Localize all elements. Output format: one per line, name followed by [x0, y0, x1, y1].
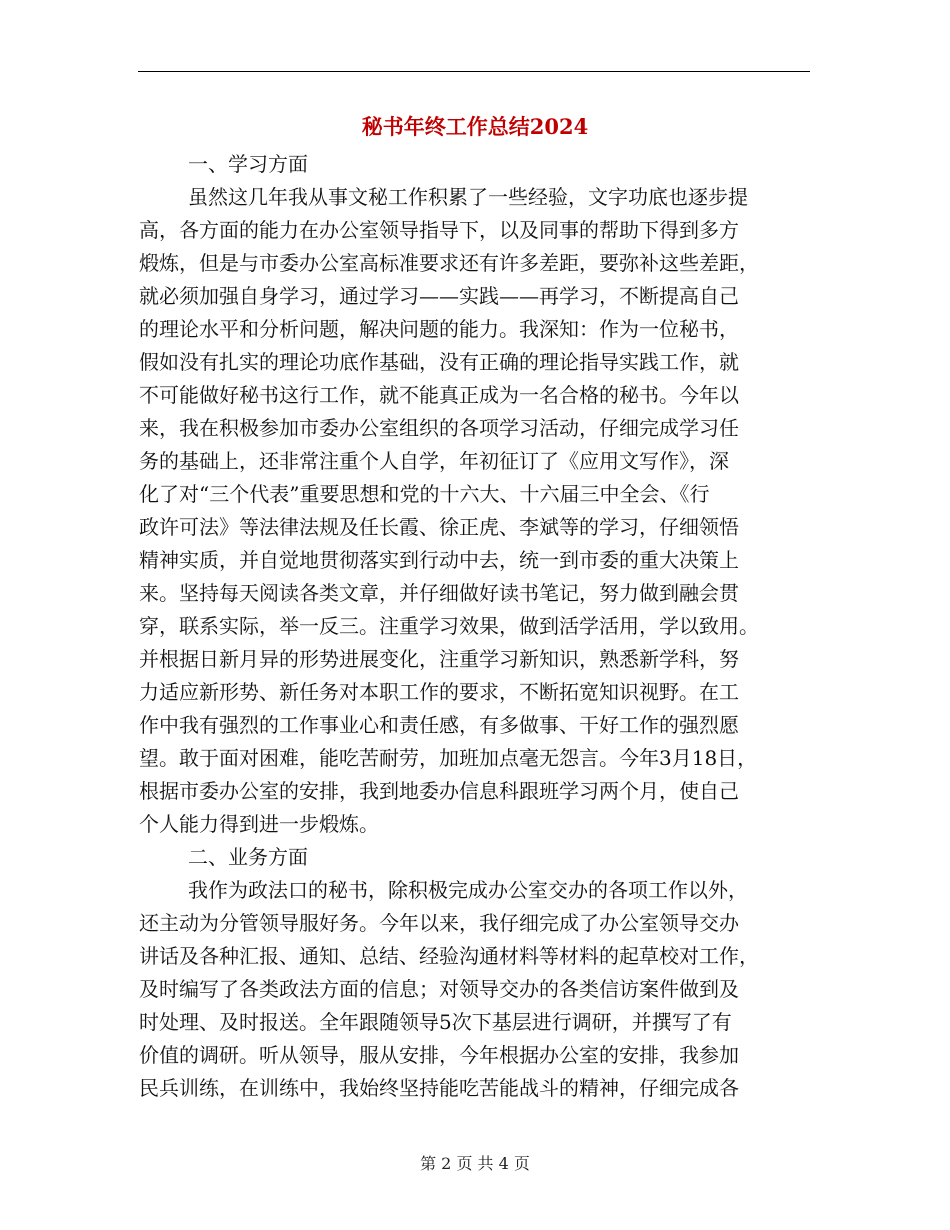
header-rule [138, 71, 810, 72]
paragraph-line: 还主动为分管领导服好务。今年以来，我仔细完成了办公室领导交办 [139, 911, 739, 935]
paragraph-line: 时处理、及时报送。全年跟随领导5次下基层进行调研，并撰写了有 [139, 1010, 732, 1034]
paragraph-line: 政许可法》等法律法规及任长霞、徐正虎、李斌等的学习，仔细领悟 [139, 515, 739, 539]
document-body [139, 148, 814, 1105]
section-heading-study: 一、学习方面 [188, 152, 308, 176]
paragraph-line: 来，我在积极参加市委办公室组织的各项学习活动，仔细完成学习任 [139, 416, 739, 440]
paragraph-line: 化了对“三个代表”重要思想和党的十六大、十六届三中全会、《行 [139, 482, 710, 506]
paragraph-line: 并根据日新月异的形势进展变化，注重学习新知识，熟悉新学科，努 [139, 647, 739, 671]
paragraph-line: 务的基础上，还非常注重个人自学，年初征订了《应用文写作》，深 [139, 449, 729, 473]
paragraph-line: 的理论水平和分析问题，解决问题的能力。我深知：作为一位秘书， [139, 317, 739, 341]
paragraph-line: 根据市委办公室的安排，我到地委办信息科跟班学习两个月，使自己 [139, 779, 739, 803]
paragraph-line: 及时编写了各类政法方面的信息；对领导交办的各类信访案件做到及 [139, 977, 739, 1001]
paragraph-line: 望。敢于面对困难，能吃苦耐劳，加班加点毫无怨言。今年3月18日， [139, 746, 758, 770]
paragraph-line: 精神实质，并自觉地贯彻落实到行动中去，统一到市委的重大决策上 [139, 548, 739, 572]
paragraph-line: 就必须加强自身学习，通过学习——实践——再学习，不断提高自己 [139, 284, 739, 308]
paragraph-line: 力适应新形势、新任务对本职工作的要求，不断拓宽知识视野。在工 [139, 680, 739, 704]
paragraph-line: 煅炼，但是与市委办公室高标准要求还有许多差距，要弥补这些差距， [139, 251, 759, 275]
paragraph-line: 来。坚持每天阅读各类文章，并仔细做好读书笔记，努力做到融会贯 [139, 581, 739, 605]
section-heading-business: 二、业务方面 [188, 845, 308, 869]
paragraph-line: 价值的调研。听从领导，服从安排，今年根据办公室的安排，我参加 [139, 1043, 739, 1067]
paragraph-line: 民兵训练，在训练中，我始终坚持能吃苦能战斗的精神，仔细完成各 [139, 1076, 739, 1100]
paragraph-line: 讲话及各种汇报、通知、总结、经验沟通材料等材料的起草校对工作， [139, 944, 759, 968]
paragraph-line: 假如没有扎实的理论功底作基础，没有正确的理论指导实践工作，就 [139, 350, 739, 374]
section-business-paragraph [139, 874, 814, 1105]
page-number: 第 2 页 共 4 页 [420, 1154, 530, 1173]
paragraph-line: 穿，联系实际，举一反三。注重学习效果，做到活学活用，学以致用。 [139, 614, 759, 638]
paragraph-line: 高，各方面的能力在办公室领导指导下，以及同事的帮助下得到多方 [139, 218, 739, 242]
paragraph-line: 我作为政法口的秘书，除积极完成办公室交办的各项工作以外， [188, 878, 748, 902]
document-title: 秘书年终工作总结2024 [361, 114, 589, 139]
section-study-paragraph [139, 181, 814, 841]
paragraph-line: 作中我有强烈的工作事业心和责任感，有多做事、干好工作的强烈愿 [139, 713, 739, 737]
paragraph-line: 个人能力得到进一步煅炼。 [139, 812, 379, 836]
paragraph-line: 虽然这几年我从事文秘工作积累了一些经验，文字功底也逐步提 [188, 185, 748, 209]
paragraph-line: 不可能做好秘书这行工作，就不能真正成为一名合格的秘书。今年以 [139, 383, 739, 407]
